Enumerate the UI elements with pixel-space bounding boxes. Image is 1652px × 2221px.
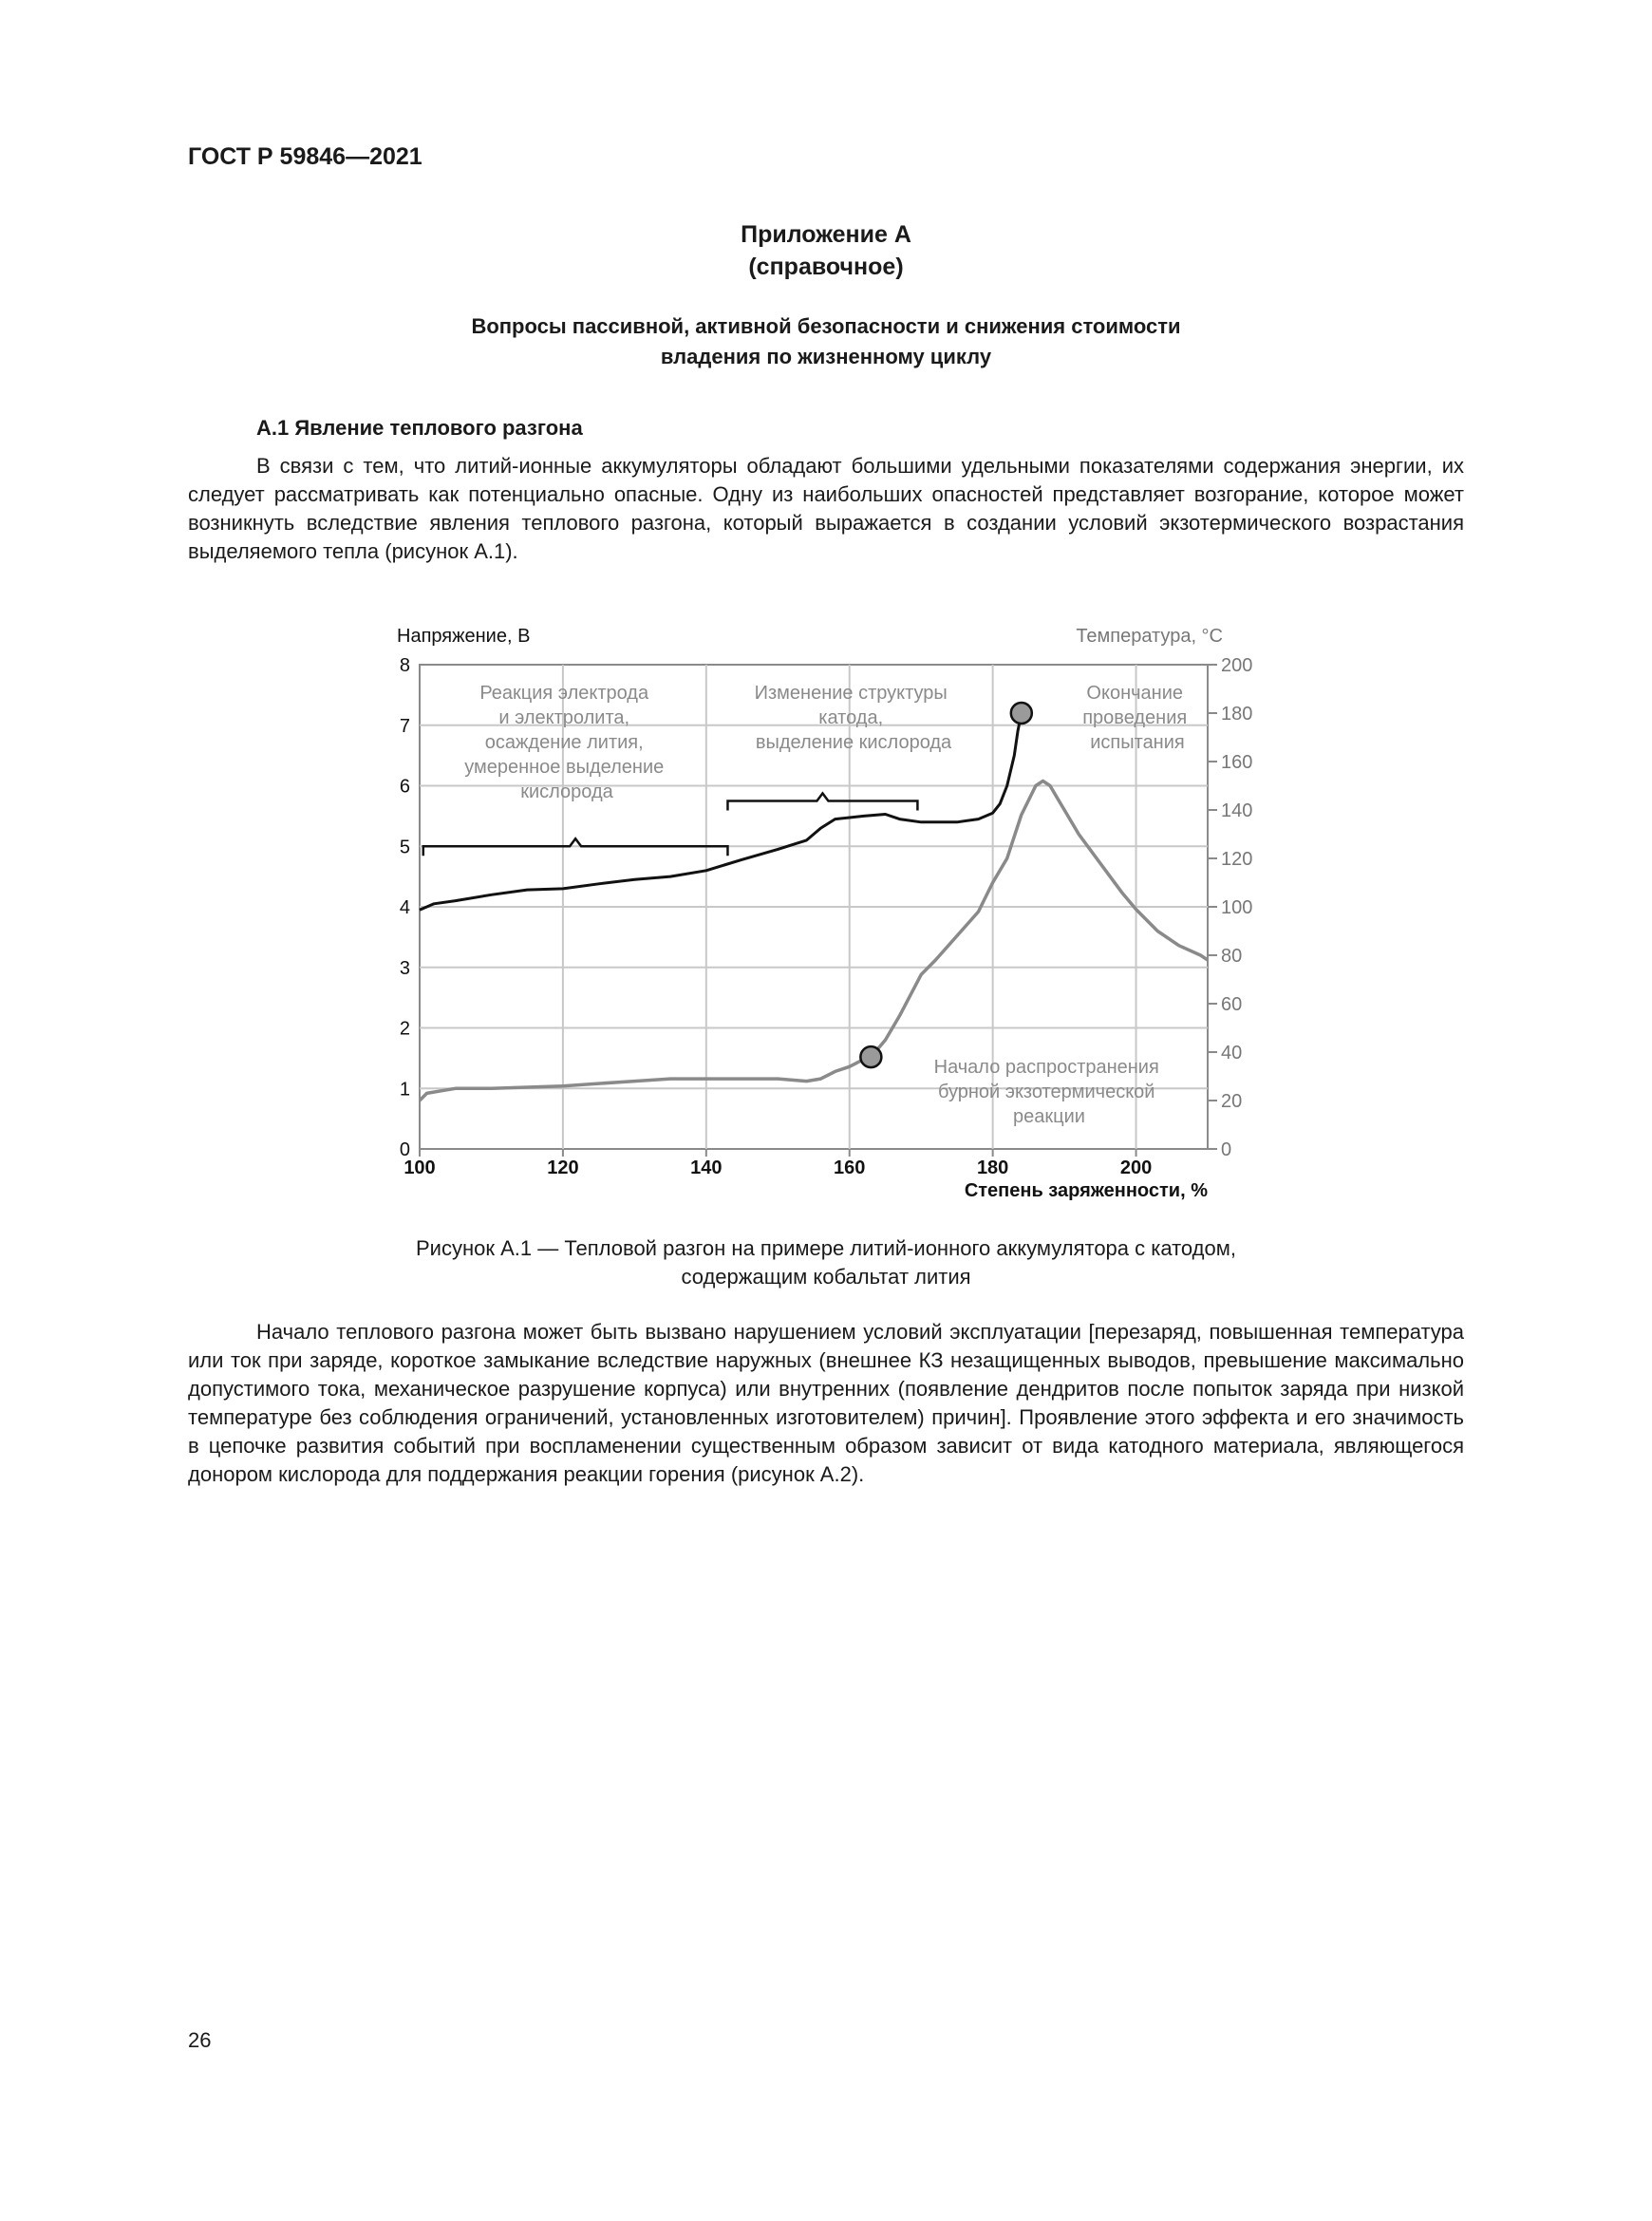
appendix-title: Приложение А [741,221,911,248]
annotation-3-line-2: проведения [1082,707,1188,728]
document-code: ГОСТ Р 59846—2021 [188,143,422,170]
y-tick-label: 4 [399,897,410,918]
figure-caption [0,1234,1652,1291]
annotation-cathode-change [755,683,953,753]
caption-line-1: Рисунок А.1 — Тепловой разгон на примере литий-ионного аккумулятора с катодом, [416,1236,1236,1260]
y2-axis-label: Температура, °С [1076,626,1223,647]
y-tick-label: 7 [399,715,410,737]
y2-tick-label: 160 [1221,752,1253,773]
x-tick-label: 200 [1119,1158,1153,1178]
y-tick-label: 5 [399,837,410,858]
page-number: 26 [188,2028,212,2052]
x-tick-label: 120 [547,1158,579,1178]
section-heading: А.1 Явление теплового разгона [256,416,583,440]
appendix-subtitle: (справочное) [748,254,904,280]
annotation-4-line-1: Начало распространения [933,1057,1159,1078]
chart-markers [860,703,1031,1067]
annotation-4-line-3: реакции [1013,1106,1085,1127]
y2-tick-label: 100 [1221,897,1253,918]
annotation-2-line-2: катода, [818,707,884,728]
test-end-marker [1011,703,1032,724]
y2-tick-label: 180 [1221,704,1253,725]
annotation-4-line-2: бурной экзотермической [937,1082,1155,1102]
subject-line-2: владения по жизненному циклу [660,345,992,368]
y-tick-label: 1 [399,1079,410,1101]
y2-tick-label: 140 [1221,800,1253,821]
annotation-1-line-1: Реакция электрода [479,683,649,704]
caption-line-2: содержащим кобальтат лития [681,1265,971,1289]
subject-line-1: Вопросы пассивной, активной безопасности и снижения стоимости [471,314,1181,338]
annotation-exothermic-start [934,1057,1165,1127]
appendix-heading [0,218,1652,283]
annotation-test-end [1082,683,1192,753]
x-tick-label: 100 [404,1158,436,1178]
annotation-1-line-2: и электролита, [498,707,630,728]
paragraph-1: В связи с тем, что литий-ионные аккумуляторы обладают большими удельными показателями содержания энергии, их следует рассматривать как потенциально опасные. Одну из наибольших опасностей представляет возгорание, которое может возникнуть вследствие явления теплового разгона, который выражается в создании условий экзотермического возрастания выделяемого тепла (рисунок А.1). [188,454,1464,563]
y2-tick-label: 40 [1221,1043,1243,1063]
annotation-3-line-3: испытания [1090,732,1185,753]
annotation-1-line-5: кислорода [520,781,613,802]
y-axis-label: Напряжение, В [397,626,531,647]
exothermic-start-marker [860,1046,881,1067]
paragraph-2: Начало теплового разгона может быть вызвано нарушением условий эксплуатации [перезаряд, повышенная температура или ток при заряде, короткое замыкание вследствие наружных (внешнее КЗ незащищенных выводов, превышение максимально допустимого тока, механическое разрушение корпуса) или внутренних (появление дендритов после попыток заряда при низкой температуре без соблюдения ограничений, установленных изготовителем) причин]. Проявление этого эффекта и его значимость в цепочке развития событий при воспламенении существенным образом зависит от вида катодного материала, являющегося донором кислорода для поддержания реакции горения (рисунок А.2). [188,1320,1464,1486]
x-tick-label: 180 [976,1158,1009,1178]
y-tick-label: 2 [399,1018,410,1040]
annotation-1-line-4: умеренное выделение [464,757,665,778]
y2-tick-label: 120 [1221,849,1253,870]
bracket-cathode-change [727,793,917,810]
annotation-1-line-3: осаждение лития, [484,732,644,753]
y2-tick-label: 20 [1221,1091,1243,1112]
thermal-runaway-chart [380,608,1253,1215]
x-tick-label: 160 [834,1158,866,1178]
annotation-2-line-3: выделение кислорода [755,732,952,753]
y-tick-label: 6 [399,776,410,798]
y-tick-label: 8 [399,655,410,676]
temperature-line [420,781,1208,1101]
y2-tick-label: 0 [1221,1139,1232,1160]
annotation-electrode-reaction [464,683,669,802]
x-axis-label: Степень заряженности, % [964,1180,1208,1201]
y2-tick-label: 80 [1221,946,1243,967]
appendix-subject [0,311,1652,372]
annotation-3-line-1: Окончание [1086,683,1184,704]
y2-tick-label: 60 [1221,994,1243,1015]
x-tick-label: 140 [690,1158,723,1178]
y-tick-label: 3 [399,957,410,979]
y-tick-label: 0 [399,1139,410,1160]
y2-tick-label: 200 [1221,655,1253,676]
annotation-2-line-1: Изменение структуры [754,683,948,704]
